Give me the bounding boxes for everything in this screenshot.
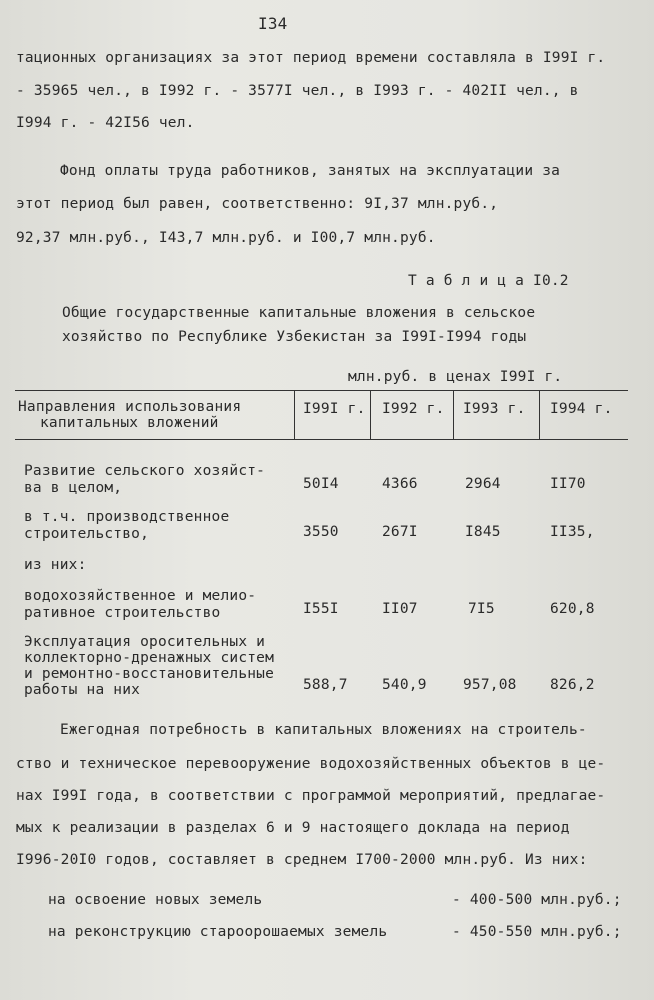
row5-value-1991: 588,7 <box>303 677 348 693</box>
row5-label-line3: и ремонтно-восстановительные <box>24 666 275 682</box>
table-title-line-1: Общие государственные капитальные вложения в сельское <box>62 305 536 321</box>
row5-label-line1: Эксплуатация оросительных и <box>24 634 266 650</box>
closing-item-2-value: - 450-550 млн.руб.; <box>452 924 622 940</box>
closing-item-1-value: - 400-500 млн.руб.; <box>452 892 622 908</box>
table-header-year-1991: I99I г. <box>303 401 366 417</box>
row5-label-line2: коллекторно-дренажных систем <box>24 650 275 666</box>
closing-item-2-label: на реконструкцию староорошаемых земель <box>48 924 388 940</box>
row5-label-line4: работы на них <box>24 682 141 698</box>
row4-label-line1: водохозяйственное и мелио- <box>24 588 257 604</box>
closing-line-2: ство и техническое перевооружение водохозяйственных объектов в це- <box>16 756 606 772</box>
row4-value-1994: 620,8 <box>550 601 595 617</box>
intro-line-1: тационных организациях за этот период времени составляла в I99I г. <box>16 50 606 66</box>
table-units: млн.руб. в ценах I99I г. <box>348 369 563 385</box>
table-header-year-1992: I992 г. <box>382 401 445 417</box>
table-header-rule <box>15 439 628 440</box>
row2-value-1993: I845 <box>465 524 501 540</box>
row5-value-1992: 540,9 <box>382 677 427 693</box>
table-header-year-1994: I994 г. <box>550 401 613 417</box>
table-col-divider-1 <box>294 390 295 439</box>
page-number: I34 <box>258 14 288 33</box>
intro-line-3: I994 г. - 42I56 чел. <box>16 115 195 131</box>
row4-value-1993: 7I5 <box>468 601 495 617</box>
closing-line-4: мых к реализации в разделах 6 и 9 настоящего доклада на период <box>16 820 570 836</box>
row3-label: из них: <box>24 557 87 573</box>
table-col-divider-3 <box>453 390 454 439</box>
row4-label-line2: ративное строительство <box>24 605 221 621</box>
table-title-line-2: хозяйство по Республике Узбекистан за I99I-I994 годы <box>62 329 527 345</box>
row5-value-1994: 826,2 <box>550 677 595 693</box>
row4-value-1991: I55I <box>303 601 339 617</box>
fund-line-2: этот период был равен, соответственно: 9I,37 млн.руб., <box>16 196 499 212</box>
table-col-divider-4 <box>539 390 540 439</box>
table-top-rule <box>15 390 628 391</box>
closing-item-1-label: на освоение новых земель <box>48 892 263 908</box>
table-label: Т а б л и ц а I0.2 <box>408 273 569 289</box>
table-header-col0-line1: Направления использования <box>18 399 242 415</box>
closing-line-3: нах I99I года, в соответствии с программой мероприятий, предлагае- <box>16 788 606 804</box>
table-header-year-1993: I993 г. <box>463 401 526 417</box>
row2-value-1992: 267I <box>382 524 418 540</box>
row1-value-1994: II70 <box>550 476 586 492</box>
row1-value-1993: 2964 <box>465 476 501 492</box>
row5-value-1993: 957,08 <box>463 677 517 693</box>
row4-value-1992: II07 <box>382 601 418 617</box>
row1-label-line1: Развитие сельского хозяйст- <box>24 463 266 479</box>
closing-line-5: I996-20I0 годов, составляет в среднем I700-2000 млн.руб. Из них: <box>16 852 588 868</box>
row2-value-1991: 3550 <box>303 524 339 540</box>
row1-value-1992: 4366 <box>382 476 418 492</box>
row1-label-line2: ва в целом, <box>24 480 123 496</box>
row2-label-line2: строительство, <box>24 526 150 542</box>
table-col-divider-2 <box>370 390 371 439</box>
row2-label-line1: в т.ч. производственное <box>24 509 230 525</box>
fund-line-1: Фонд оплаты труда работников, занятых на эксплуатации за <box>60 163 561 179</box>
row1-value-1991: 50I4 <box>303 476 339 492</box>
fund-line-3: 92,37 млн.руб., I43,7 млн.руб. и I00,7 млн.руб. <box>16 230 436 246</box>
table-header-col0-line2: капитальных вложений <box>40 415 219 431</box>
row2-value-1994: II35, <box>550 524 595 540</box>
closing-line-1: Ежегодная потребность в капитальных вложениях на строитель- <box>60 722 587 738</box>
intro-line-2: - 35965 чел., в I992 г. - 3577I чел., в I993 г. - 402II чел., в <box>16 83 579 99</box>
